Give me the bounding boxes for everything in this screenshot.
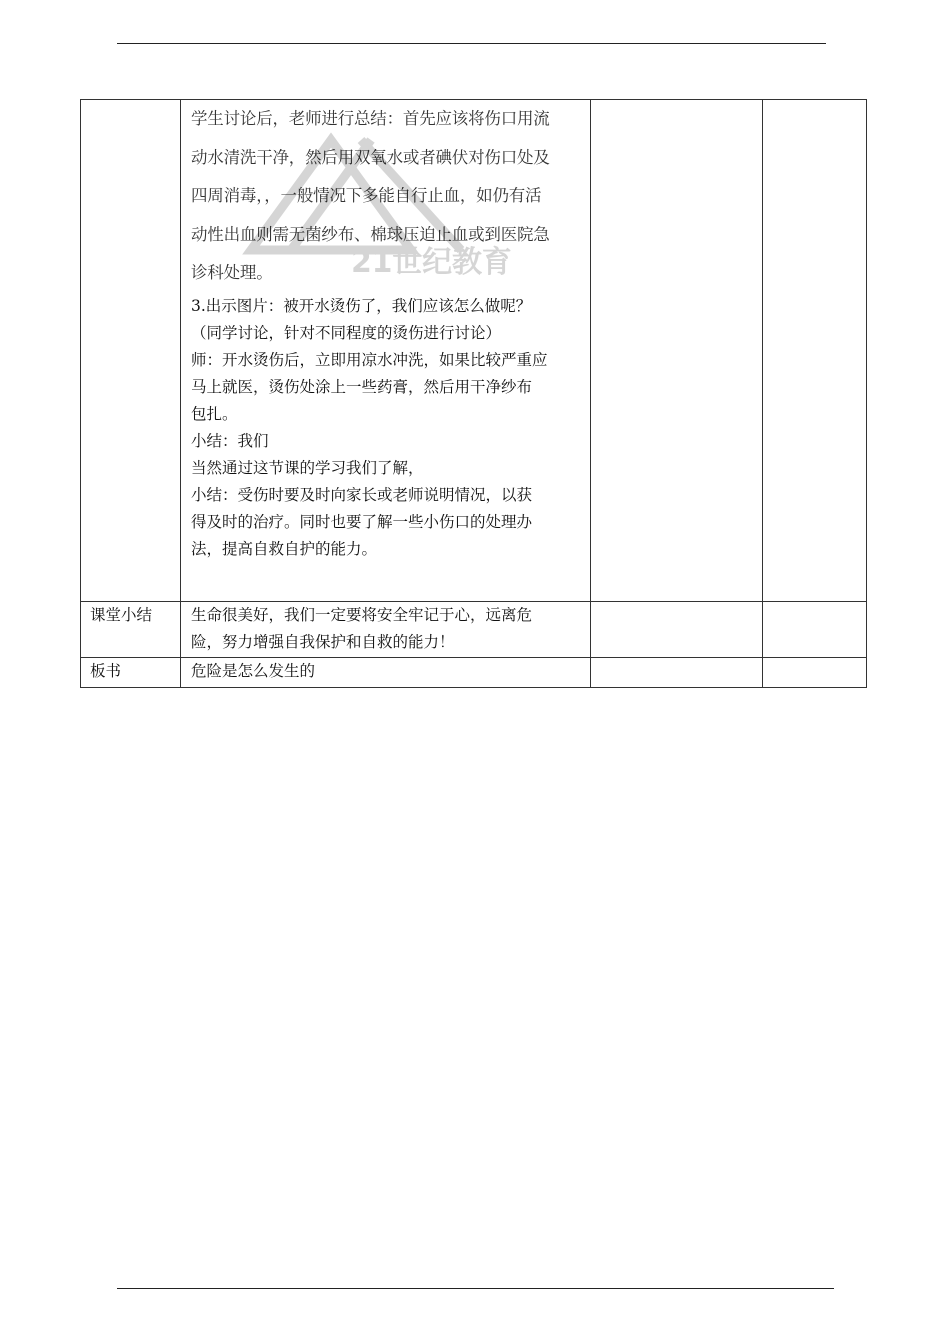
text-line: 小结：受伤时要及时向家长或老师说明情况，以获: [191, 485, 533, 504]
summary-content-cell: [181, 602, 591, 658]
row-label-summary: 课堂小结: [81, 602, 181, 658]
empty-cell: [591, 100, 763, 602]
text-line: 危险是怎么发生的: [191, 662, 316, 680]
text-line: 生命很美好，我们一定要将安全牢记于心，远离危: [191, 606, 533, 624]
text-line: 师：开水烫伤后，立即用凉水冲洗，如果比较严重应: [191, 350, 548, 369]
summary-line-5: 诊科处理。: [191, 263, 273, 282]
summary-line-1: 学生讨论后，老师进行总结：首先应该将伤口用流: [191, 109, 550, 128]
summary-image-text: [191, 100, 586, 293]
table-row-board: [81, 658, 867, 688]
text-line: 法，提高自救自护的能力。: [191, 539, 378, 558]
text-line: 得及时的治疗。同时也要了解一些小伤口的处理办: [191, 512, 533, 531]
text-line: （同学讨论，针对不同程度的烫伤进行讨论）: [191, 323, 502, 342]
text-line: 3.出示图片：被开水烫伤了，我们应该怎么做呢？: [191, 296, 532, 315]
row-label-process: [81, 100, 181, 602]
text-line: 当然通过这节课的学习我们了解，: [191, 458, 424, 477]
table-row-process: [81, 100, 867, 602]
footer-rule: [117, 1288, 834, 1289]
empty-cell: [763, 100, 867, 602]
process-text: [191, 293, 586, 563]
empty-cell: [591, 658, 763, 688]
header-rule: [117, 43, 826, 44]
text-line: 包扎。: [191, 404, 238, 423]
empty-cell: [763, 658, 867, 688]
text-line: 小结：我们: [191, 431, 269, 450]
svg-text:21世纪教育: 21世纪教育: [351, 245, 512, 280]
summary-line-2: 动水清洗干净，然后用双氧水或者碘伏对伤口处及: [191, 147, 550, 167]
row-label-board: 板书: [81, 658, 181, 688]
summary-line-4: 动性出血则需无菌纱布、棉球压迫止血或到医院急: [191, 224, 550, 244]
table-row-summary: [81, 602, 867, 658]
process-content-cell: [181, 100, 591, 602]
empty-cell: [763, 602, 867, 658]
board-text: [191, 658, 586, 685]
empty-cell: [591, 602, 763, 658]
text-line: 马上就医，烫伤处涂上一些药膏，然后用干净纱布: [191, 377, 533, 396]
board-content-cell: [181, 658, 591, 688]
lesson-table: [80, 99, 867, 688]
summary-text: [191, 602, 586, 656]
summary-line-3: 四周消毒，，一般情况下多能自行止血，如仍有活: [191, 186, 542, 205]
text-line: 险，努力增强自我保护和自救的能力！: [191, 633, 455, 651]
